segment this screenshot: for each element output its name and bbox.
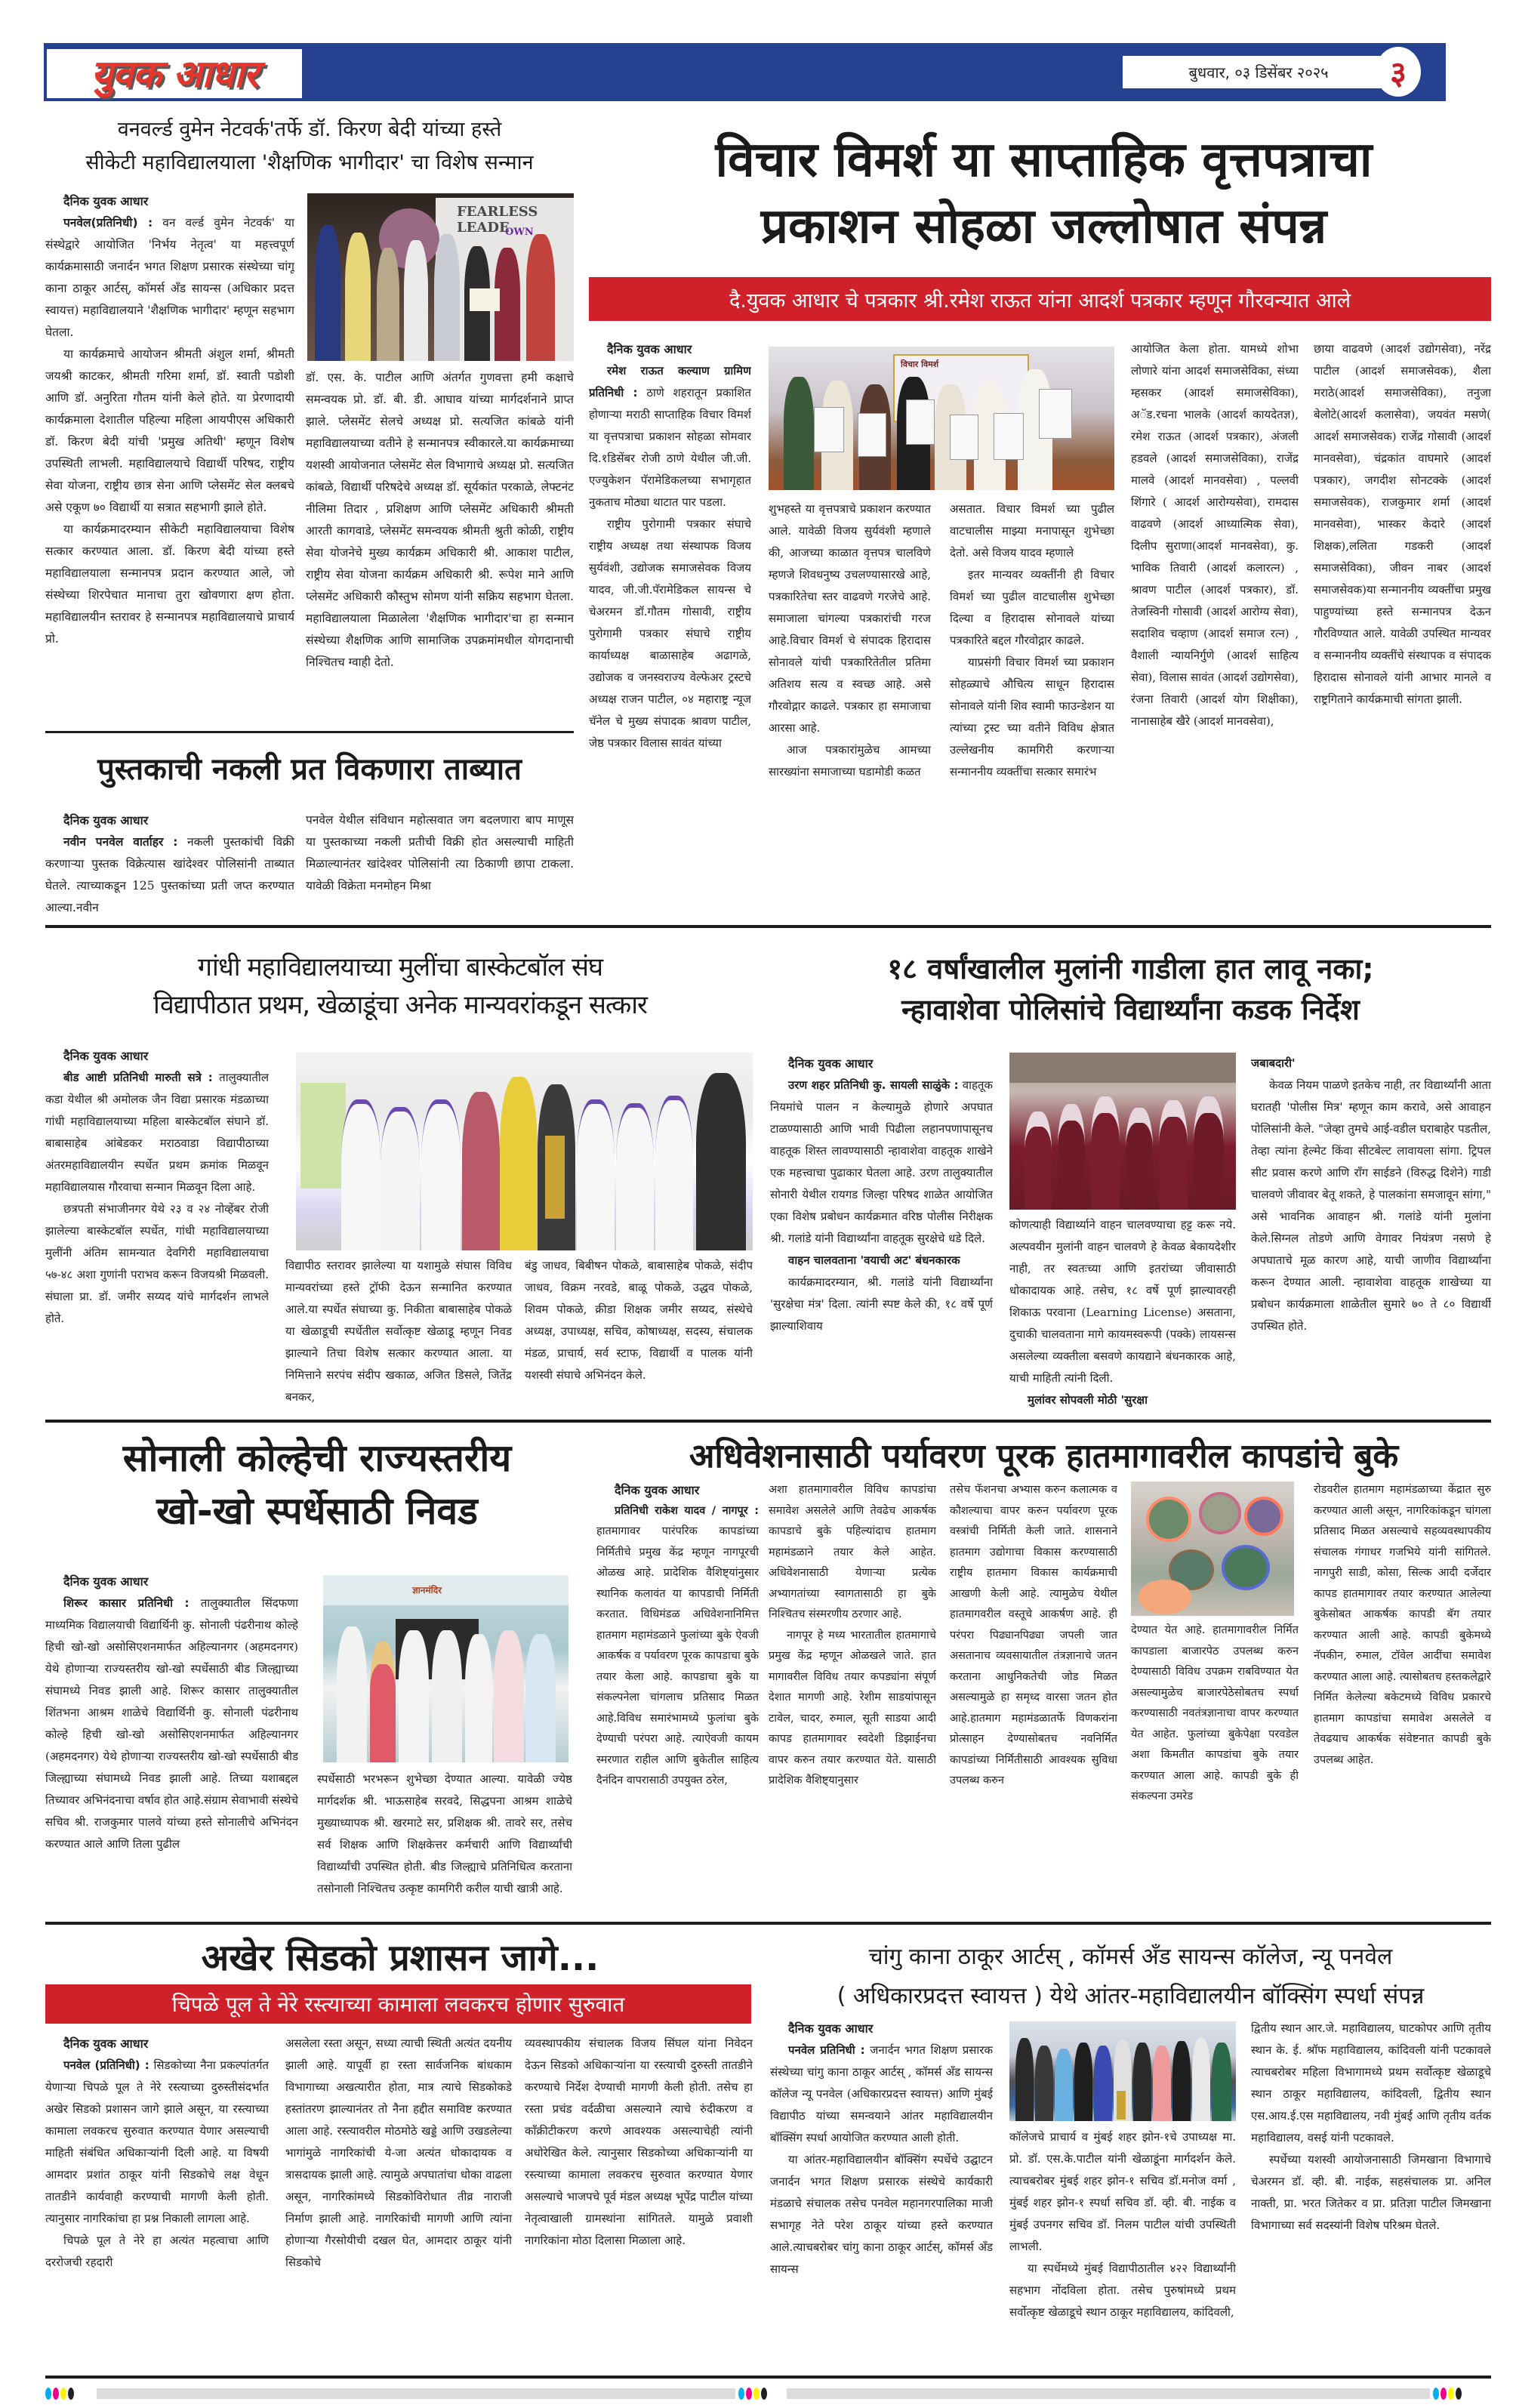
kiran-bedi-headline [45,113,574,180]
magenta-mark [1441,2388,1447,2400]
black-mark [1456,2388,1462,2400]
body-text: कार्यक्रमादरम्यान, श्री. गलांडे यांनी विद्यार्थ्यांना 'सुरक्षेचा मंत्र' दिला. त्यांनी स्पष्ट केले की, १८ वर्षे पूर्ण झाल्याशिवाय [770,1275,993,1333]
subheading: जबाबदारी' [1251,1056,1296,1070]
body-text: या कार्यक्रमादरम्यान सीकेटी महाविद्यालयाचा विशेष सत्कार करण्यात आला. डॉ. किरण बेदी यांच्या हस्ते महाविद्यालयाला सन्मानपत्र प्रदान करण्यात आले, जो संस्थेच्या शिरपेचात मानाचा तुरा खोवणारा क्षण होता. महाविद्यालयीन स्तरावर हे सन्मानपत्र महाविद्यालयाचे प्राचार्य प्रो. [45,523,294,646]
basketball-col2 [285,1255,512,1411]
byline: नवीन पनवेल वार्ताहर : [63,835,178,849]
vichar-vimarsh-launch-photo [769,347,1114,490]
boxing-headline-line1: चांगु काना ठाकूर आर्टस् , कॉमर्स अँड सायन्स कॉलेज, न्यू पनवेल [868,1944,1393,1970]
body-text: सिडकोच्या नैना प्रकल्पांतर्गत येणाऱ्या चिपळे पूल ते नेरे रस्त्याच्या दुरुस्तीसंदर्भात अखेर सिडको प्रशासन जागे झाले असून, या रस्त्याच्या कामाला लवकरच सुरुवात करण्यात येणार असल्याची माहिती संबंधित अधिकाऱ्यांनी दिली आहे. या विषयी आमदार प्रशांत ठाकूर यांनी सिडकोचे लक्ष वेधून तातडीने कार्यवाही करण्याची मागणी केली होती. त्यानुसार नागरिकांचा हा प्रश्न निकाली लागला आहे. [45,2058,269,2225]
newspaper-logo [47,49,302,98]
basketball-team-photo [296,1053,753,1250]
byline: बीड आष्टी प्रतिनिधी मारुती सत्रे : [63,1071,213,1084]
body-text: आज पत्रकारांमुळेच आमच्या सारख्यांना समाजाच्या घडामोडी कळत [769,743,931,779]
body-text: या आंतर-महाविद्यालयीन बॉक्सिंग स्पर्धेचे उद्घाटन जनार्दन भगत शिक्षण प्रसारक संस्थेचे कार्यकारी मंडळाचे संचालक तसेच पनवेल महानगरपालिका माजी सभागृह नेते परेश ठाकूर यांच्या हस्ते करण्यात आले.त्याचबरोबर चांगु काना ठाकूर आर्टस्, कॉमर्स अँड सायन्स [770,2153,993,2276]
basketball-headline [45,948,755,1024]
kho-kho-col2 [317,1768,572,1912]
byline: पनवेल(प्रतिनिधी) : [63,216,153,230]
byline: पनवेल (प्रतिनिधी) : [63,2058,149,2072]
body-text: तालुक्यातील कडा येथील श्री अमोलक जैन विद्या प्रसारक मंडळाच्या गांधी महाविद्यालयाच्या महिला बास्केटबॉल संघाने डॉ. बाबासाहेब आंबेडकर मराठवाडा विद्यापीठाच्या अंतरमहाविद्यालयीन स्पर्धेत प्रथम क्रमांक मिळवून महाविद्यालयास गौरवाचा सन्मान मिळवून दिला आहे. [45,1071,269,1194]
kho-kho-headline [45,1432,589,1537]
body-text: अशा हातमागावरील विविध कापडांचा समावेश असलेले आणि तेवढेच आकर्षक कापडाचे बुके पहिल्यांदाच हातमाग महामंडळाने तयार केले आहेत. अधिवेशनासाठी येणाऱ्या प्रत्येक अभ्यागतांच्या स्वागतासाठी हा बुके निश्चितच संस्मरणीय ठरणार आहे. [769,1484,936,1620]
body-text: कॉलेजचे प्राचार्य व मुंबई शहर झोन-१चे उपाध्यक्ष मा. प्रो. डॉ. एस.के.पाटील यांनी खेळाडूंना मार्गदर्शन केले. त्याचबरोबर मुंबई शहर झोन-१ सचिव डॉ.मनोज वर्मा , मुंबई शहर झोन-१ स्पर्धा सचिव डॉ. व्ही. बी. नाईक व मुंबई उपनगर सचिव डॉ. निलम पाटील यांची उपस्थिती लाभली. [1009,2130,1236,2253]
handloom-col3 [950,1480,1117,1912]
kiran-bedi-award-photo [307,193,574,361]
body-text: जनार्दन भगत शिक्षण प्रसारक संस्थेच्या चांगु काना ठाकूर आर्टस् , कॉमर्स अँड सायन्स कॉलेज न्यू पनवेल (अधिकारप्रदत्त स्वायत्त) आणि मुंबई विद्यापीठ यांच्या समन्वयाने आंतर महाविद्यालयीन बॉक्सिंग स्पर्धा आयोजित करण्यात आली होती. [770,2043,993,2144]
cidco-col2 [285,2033,512,2371]
kho-kho-col1 [45,1571,298,1912]
subheading: वाहन चालवताना 'वयाची अट' बंधनकारक [788,1253,960,1267]
handloom-bouquet-photo [1131,1481,1294,1616]
boxing-headline [770,1938,1491,2016]
body-text: ठाणे शहरातून प्रकाशित होणाऱ्या मराठी साप्ताहिक विचार विमर्श या वृत्तपत्राचा प्रकाशन सोहळा सोमवार दि.१डिसेंबर रोजी ठाणे येथील जी.जी. एज्युकेशन पॅरामेडिकलच्या सभागृहात नुकताच मोठ्या थाटात पार पडला. [589,386,751,509]
footer-bar-right [787,2388,1430,2399]
vichar-vimarsh-subheadline [589,277,1491,321]
body-text: रोडवरील हातमाग महामंडळाच्या केंद्रात सुरु करण्यात आली असून, नागरिकांकडून चांगला प्रतिसाद मिळत असल्याचे सहव्यवस्थापकीय संचालक गंगाधर गजभिये यांनी सांगितले. नागपुरी साडी, कोसा, सिल्क आदी दर्जेदार कापड हातमागावर तयार करण्यात आलेल्या बुकेसोबत आकर्षक कापडी बॅग तयार करण्यात आली आहे. कापडी बुकेमध्ये नॅपकीन, रुमाल, टॉवेल आदींचा समावेश करण्यात आला आहे. त्यासोबतच हस्तकलेद्वारे निर्मित केलेल्या बकेटमध्ये विविध प्रकारचे हातमाग कापडांचा समावेश असलेले व तेवढयाच आकर्षक संवेष्टनात कापडी बुके उपलब्ध आहेत. [1314,1484,1491,1766]
body-text: आयोजित केला होता. यामध्ये शोभा लोणारे यांना आदर्श समाजसेविका, संध्या म्हसकर (आदर्श समाजसेविका), अॅड.रचना भालके (आदर्श कायदेतज्ञ), रमेश राऊत (आदर्श पत्रकार), अंजली हडवले (आदर्श समाजसेविका), राजेंद्र मालवे (आदर्श मानवसेवा) , पल्लवी शिंगारे ( आदर्श आरोग्यसेवा), रामदास वाढवणे (आदर्श आध्यात्मिक सेवा), दिलीप सुराणा(आदर्श मानवसेवा), कु. भाविक तिवारी (आदर्श कलारत्न) , श्रावण पाटील (आदर्श पत्रकार), डॉ. तेजस्विनी गोसावी (आदर्श आरोग्य सेवा), सदाशिव चव्हाण (आदर्श समाज रत्न) , वैशाली न्यायनिर्गुणे (आदर्श साहित्य सेवा), विलास सावंत (आदर्श उद्योगसेवा), रंजना तिवारी (आदर्श योग शिक्षीका), नानासाहेब खैरे (आदर्श मानवसेवा), [1131,342,1299,728]
handloom-col4 [1131,1620,1299,1912]
source-label: दैनिक युवक आधार [63,1049,149,1063]
photo-paper-title: विचार विमर्श [901,359,939,369]
traffic-col3 [1251,1053,1491,1411]
kiran-bedi-col2 [306,367,574,728]
body-text: असतात. विचार विमर्श च्या पुढील वाटचालीस माझ्या मनापासून शुभेच्छा देतो. असे विजय यादव म्हणाले [950,502,1114,560]
body-text: राष्ट्रीय पुरोगामी पत्रकार संघाचे राष्ट्रीय अध्यक्ष तथा संस्थापक विजय सुर्यवंशी, उद्योजक समाजसेवक विजय यादव, जी.जी.पॅरामेडिकल सायन्स चे चेअरमन डॉ.गौतम गोसावी, राष्ट्रीय पुरोगामी पत्रकार संघाचे राष्ट्रीय कार्याध्यक्ष बाळासाहेब अढागळे, उद्योजक व जनस्वराज्य वेल्फेअर ट्रस्टचे अध्यक्ष राजन पाटील, ०४ महाराष्ट्र न्यूज चॅनेल चे मुख्य संपादक श्रावण पाटील, जेष्ठ पत्रकार विलास सावंत यांच्या [589,517,751,750]
subheadline-text: दै.युवक आधार चे पत्रकार श्री.रमेश राऊत यांना आदर्श पत्रकार म्हणून गौरवन्यात आले [729,288,1351,313]
footer-bar-left [97,2388,735,2399]
date-text: बुधवार, ०३ डिसेंबर २०२५ [1188,63,1329,82]
cidco-col3 [525,2033,753,2371]
handloom-col1 [596,1480,759,1912]
body-text: शुभहस्ते या वृत्तपत्राचे प्रकाशन करण्यात आले. यावेळी विजय सुर्यवंशी म्हणाले की, आजच्या काळात वृत्तपत्र चालविणे म्हणजे शिवधनुष्य उचलण्यासारखे आहे, पत्रकारितेचा स्तर वाढवणे गरजेचे आहे. समाजाला चांगल्या पत्रकारांची गरज आहे.विचार विमर्श चे संपादक हिरादास सोनावले यांची पत्रकारितेतील प्रतिमा अतिशय सत्य व स्वच्छ आहे. असे गौरवोद्गार काढले. पत्रकार हा समाजाचा आरसा आहे. [769,502,931,735]
section-divider [45,925,1491,928]
boxing-participants-photo [1009,2021,1236,2121]
registration-marks-right [1433,2388,1462,2400]
basketball-headline-line1: गांधी महाविद्यालयाच्या मुलींचा बास्केटबॉल संघ [197,952,603,982]
byline: प्रतिनिधी राकेश यादव / नागपूर : [615,1504,759,1517]
body-text: छत्रपती संभाजीनगर येथे २३ व २४ नोव्हेंबर रोजी झालेल्या बास्केटबॉल स्पर्धेत, गांधी महाविद्यालयाच्या मुलींनी अंतिम सामन्यात देवगिरी महाविद्यालयाचा ५७-४८ अशा गुणांनी पराभव करून विजयश्री मिळवली. संघाला प्रा. डॉ. जमीर सय्यद यांचे मार्गदर्शन लाभले होते. [45,1202,269,1325]
vichar-vimarsh-col5 [1314,338,1491,838]
handloom-col2 [769,1480,936,1912]
vichar-vimarsh-col1 [589,338,751,837]
registration-marks-left [45,2388,74,2400]
fake-book-headline: पुस्तकाची नकली प्रत विकणारा ताब्यात [97,752,522,787]
body-text: विद्यापीठ स्तरावर झालेल्या या यशामुळे संघास विविध मान्यवरांच्या हस्ते ट्रॉफी देऊन सन्मानित करण्यात आले.या स्पर्धेत संघाच्या कु. निकीता बाबासाहेब पोकळे या खेळाडूची स्पर्धेतील सर्वोत्कृष्ट खेळाडू म्हणून निवड झाल्याने तिचा विशेष सत्कार करण्यात आला. या निमित्ताने सरपंच संदीप खकाळ, अजित डिसले, जितेंद्र बनकर, [285,1259,512,1404]
page-number [1376,47,1421,97]
boxing-col3 [1251,2018,1491,2371]
boxing-col2 [1009,2126,1236,2371]
vichar-vimarsh-headline-line1: विचार विमर्श या साप्ताहिक वृत्तपत्राचा [715,132,1373,188]
vichar-vimarsh-col4 [1131,338,1299,838]
body-text: स्पर्धेच्या यशस्वी आयोजनासाठी जिमखाना विभागाचे चेअरमन डॉ. व्ही. बी. नाईक, सहसंचालक प्रा. अनिल नाक्ती, प्रा. भरत जितेकर व प्रा. प्रतिज्ञा पाटील जिमखाना विभागाच्या सर्व सदस्यांनी विशेष परिश्रम घेतले. [1251,2153,1491,2232]
yellow-mark [1448,2388,1454,2400]
cidco-col1 [45,2033,269,2371]
subheading: मुलांवर सोपवली मोठी 'सुरक्षा [1028,1393,1148,1407]
body-text: याप्रसंगी विचार विमर्श च्या प्रकाशन सोहळ्याचे औचित्य साधून हिरादास सोनावले यांनी शिव स्वामी फाउन्डेशन या त्यांच्या ट्रस्ट च्या वतीने विविध क्षेत्रात उल्लेखनीय कामगिरी करणाऱ्या सन्माननीय व्यक्तींचा सत्कार समारंभ [950,655,1114,779]
byline: रमेश राऊत कल्याण ग्रामिण प्रतिनिधी : [589,364,751,399]
body-text: या स्पर्धेमध्ये मुंबई विद्यापीठातील ४२२ विद्यार्थ्यांनी सहभाग नोंदविला होता. तसेच पुरुषांमध्ये प्रथम सर्वोत्कृष्ट खेळाडूचे स्थान ठाकूर महाविद्यालय, कांदिवली, [1009,2262,1236,2319]
byline: शिरूर कासार प्रतिनिधी : [63,1596,190,1610]
cidco-headline: अखेर सिडको प्रशासन जागे... [201,1937,599,1979]
body-text: कोणत्याही विद्यार्थ्याने वाहन चालवण्याचा हट्ट करू नये. अल्पवयीन मुलांनी वाहन चालवणे हे केवळ बेकायदेशीर नाही, तर स्वतःच्या आणि इतरांच्या जीवासाठी धोकादायक आहे. तसेच, १८ वर्षे पूर्ण झाल्यावरही शिकाऊ परवाना (Learning License) असताना, दुचाकी चालवताना मागे कायमस्वरूपी (पक्के) लायसन्स असलेल्या व्यक्तीला बसवणे कायद्याने बंधनकारक आहे, याची माहिती त्यांनी दिली. [1009,1218,1236,1385]
page-number-text: ३ [1390,54,1407,91]
body-text: देण्यात येत आहे. हातमागावरील निर्मित कापडाला बाजारपेठ उपलब्ध करुन देण्यासाठी विविध उपक्रम राबविण्यात येत असल्यामुळेच बाजारपेठेसोबतच स्पर्धा करण्यासाठी नवतंत्रज्ञानाचा वापर करण्यात येत आहेत. फुलांच्या बुकेपेक्षा परवडेल अशा किमतीत कापडांचा बुके तयार करण्यात आला आहे. कापडी बुके ही संकल्पना उमरेड [1131,1624,1299,1802]
magenta-mark [53,2388,59,2400]
source-label: दैनिक युवक आधार [63,2036,149,2051]
cyan-mark [45,2388,51,2400]
kiran-bedi-headline-line1: वनवर्ल्ड वुमेन नेटवर्क'तर्फे डॉ. किरण बेदी यांच्या हस्ते [117,118,502,141]
source-label: दैनिक युवक आधार [63,194,149,208]
section-divider [45,1922,1491,1925]
kiran-bedi-headline-line2: सीकेटी महाविद्यालयाला 'शैक्षणिक भागीदार' चा विशेष सन्मान [85,151,534,174]
body-text: या कार्यक्रमाचे आयोजन श्रीमती अंशुल शर्मा, श्रीमती जयश्री काटकर, श्रीमती गरिमा शर्मा, डॉ. स्वाती पडोशी आणि डॉ. अनुरिता गौतम यांनी केले होते. या प्रेरणादायी कार्यक्रमाला देशातील पहिल्या महिला आयपीएस अधिकारी डॉ. किरण बेदी यांची 'प्रमुख अतिथी' म्हणून विशेष उपस्थिती लाभली. महाविद्यालयाचे विद्यार्थी परिषद, राष्ट्रीय सेवा योजना, राष्ट्रीय छात्र सेना आणि प्लेसमेंट सेल क्लबचे असे एकूण ७० विद्यार्थी या सत्रात सहभागी झाले होते. [45,347,294,514]
body-text: तसेच फॅशनचा अभ्यास करुन कलात्मक व कौशल्याचा वापर करुन पर्यावरण पूरक वस्त्रांची निर्मिती केली जाते. शासनाने हातमाग उद्योगाचा विकास करण्यासाठी राष्ट्रीय हातमाग विकास कार्यक्रमाची आखणी केली आहे. त्यामुळेच येथील हातमागवरील वस्तूचे आकर्षण आहे. ही परंपरा पिढ्यानपिढ्या जपली जात असतानाच व्यवसायातील तंत्रज्ञानाचे जतन करताना आधुनिकतेची जोड मिळत असल्यामुळे हा समृध्द वारसा जतन होत आहे.हातमाग महामंडळातर्फे विणकरांना प्रोत्साहन देण्यासोबतच नवनिर्मित कापडांच्या निर्मितीसाठी आवश्यक सुविधा उपलब्ध करुन [950,1484,1117,1787]
subheadline-text: चिपळे पूल ते नेरे रस्त्याच्या कामाला लवकरच होणार सुरुवात [171,1992,625,2017]
body-text: असलेला रस्ता असून, सध्या त्याची स्थिती अत्यंत दयनीय झाली आहे. यापूर्वी हा रस्ता सार्वजनिक बांधकाम विभागाच्या अखत्यारीत होता, मात्र त्याचे सिडकोकडे हस्तांतरण झाल्यानंतर तो नैना हद्दीत समाविष्ट करण्यात आला आहे. रस्त्यावरील मोठमोठे खड्डे आणि उखडलेल्या भागांमुळे नागरिकांची ये-जा अत्यंत धोकादायक व त्रासदायक झाली आहे. त्यामुळे अपघातांचा धोका वाढला असून, नागरिकांमध्ये सिडकोविरोधात तीव्र नाराजी निर्माण झाली आहे. नागरिकांची मागणी आणि त्यांना होणाऱ्या गैरसोयीची दखल घेत, आमदार ठाकूर यांनी सिडकोचे [285,2036,512,2269]
traffic-headline-line2: न्हावाशेवा पोलिसांचे विद्यार्थ्यांना कडक निर्देश [901,993,1360,1026]
byline: उरण शहर प्रतिनिधी कु. सायली साळुंके : [788,1078,959,1092]
source-label: दैनिक युवक आधार [607,342,692,356]
body-text: नागपूर हे मध्य भारतातील हातमागाचे प्रमुख केंद्र म्हणून ओळखले जाते. हात मागावरील विविध तयार कपड्यांना संपूर्ण देशात मागणी आहे. रेशीम साडयांपासून टावेल, चादर, रुमाल, सूती साडया आदी कापड हातमागावर स्वदेशी डिझाईनचा वापर करुन तयार करण्यात येते. यासाठी प्रादेशिक वैशिष्ट्यानुसार [769,1629,936,1787]
traffic-headline [770,948,1491,1030]
kiran-bedi-col1 [45,190,294,728]
vichar-vimarsh-headline-line2: प्रकाशन सोहळा जल्लोषात संपन्न [760,199,1327,254]
body-text: नकली पुस्तकांची विक्री करणाऱ्या पुस्तक विक्रेत्यास खांदेश्वर पोलिसांनी ताब्यात घेतले. त्याच्याकडून 125 पुस्तकांच्या प्रती जप्त करण्यात आल्या.नवीन [45,835,294,914]
basketball-col3 [525,1255,753,1411]
source-label: दैनिक युवक आधार [788,2021,874,2036]
kho-kho-headline-line2: खो-खो स्पर्धेसाठी निवड [156,1489,478,1533]
source-label: दैनिक युवक आधार [63,1574,149,1589]
body-text: छाया वाढवणे (आदर्श उद्योगसेवा), नरेंद्र पाटील (आदर्श समाजसेवक), शैला मराठे(आदर्श समाजसेविका), तनुजा बेलोटे(आदर्श कलासेवा), जयवंत मसणे( आदर्श समाजसेवक) राजेंद्र गोसावी (आदर्श मानवसेवा), चंद्रकांत वाघमारे (आदर्श पत्रकार), जगदीश सोनटक्के (आदर्श समाजसेवक), राजकुमार शर्मा (आदर्श मानवसेवा), भास्कर केदारे (आदर्श शिक्षक),ललिता गडकरी (आदर्श समाजसेविका), जीवन नाबर (आदर्श समाजसेवक)या सन्माननीय व्यक्तींचा प्रमुख पाहुण्यांच्या हस्ते सन्मानपत्र देऊन गौरविण्यात आले. यावेळी उपस्थित मान्यवर व सन्माननीय व्यक्तींचे संस्थापक व संपादक हिरादास सोनावले यांनी आभार मानले व राष्ट्रगिताने कार्यक्रमाची सांगता झाली. [1314,342,1491,706]
vichar-vimarsh-headline [596,127,1491,260]
registration-marks-center [738,2388,767,2400]
source-label: दैनिक युवक आधार [788,1056,874,1071]
boxing-col1 [770,2018,993,2371]
photo-sign-text: ज्ञानमंदिर [412,1585,442,1596]
section-divider [45,2376,1491,2379]
body-text: पनवेल येथील संविधान महोत्सवात जग बदलणारा बाप माणूस या पुस्तकाच्या नकली प्रतीची विक्री होत असल्याची माहिती मिळाल्यानंतर खांदेश्वर पोलिसांनी त्या ठिकाणी छापा टाकला. यावेळी विक्रेता मनमोहन मिश्रा [306,813,574,893]
body-text: व्यवस्थापकीय संचालक विजय सिंघल यांना निवेदन देऊन सिडको अधिकाऱ्यांना या रस्त्याची दुरुस्ती तातडीने करण्याचे निर्देश देण्याची मागणी केली होती. तसेच हा रस्ता प्रचंड वर्दळीचा असल्याने त्याचे रुंदीकरण व कॉंक्रीटीकरण करणे आवश्यक असल्याचेही त्यांनी अधोरेखित केले. त्यानुसार सिडकोच्या अधिकाऱ्यांनी या रस्त्याच्या कामाला लवकरच सुरुवात करण्यात येणार असल्याचे भाजपचे पूर्व मंडल अध्यक्ष भूपेंद्र पाटील यांच्या नेतृत्वाखाली ग्रामस्थांना सांगितले. यामुळे प्रवाशी नागरिकांना मोठा दिलासा मिळाला आहे. [525,2036,753,2247]
handloom-headline: अधिवेशनासाठी पर्यावरण पूरक हातमागावरील कापडांचे बुके [689,1437,1399,1475]
body-text: तालुक्यातील सिंदफणा माध्यमिक विद्यालयाची विद्यार्थिनी कु. सोनाली पंढरीनाथ कोल्हे हिची खो-खो असोसिएशनमार्फत अहिल्यानगर (अहमदनगर) येथे होणाऱ्या राज्यस्तरीय खो-खो स्पर्धेसाठी बीड जिल्ह्याच्या संघामध्ये निवड झाली आहे. शिरूर कासार तालुक्यातील शिंतभना आश्रम शाळेचे विद्यार्थिनी कु. सोनाली पंढरीनाथ कोल्हे हिची खो-खो असोसिएशनमार्फत अहिल्यानगर (अहमदनगर) येथे होणाऱ्या राज्यस्तरीय खो-खो स्पर्धेसाठी बीड जिल्ह्याच्या संघामध्ये निवड झाली आहे. तिच्या यशाबद्दल तिच्यावर अभिनंदनाचा वर्षाव होत आहे.संग्राम सेवाभावी संस्थेचे सचिव श्री. राजकुमार पालवे यांच्या हस्ते सोनालीचे अभिनंदन करण्यात आले आणि तिला पुढील [45,1596,298,1851]
body-text: स्पर्धेसाठी भरभरून शुभेच्छा देण्यात आल्या. यावेळी ज्येष्ठ मार्गदर्शक श्री. भाऊसाहेब सरवदे, सिद्धपना आश्रम शाळेचे मुख्याध्यापक श्री. खरमाटे सर, प्रशिक्षक श्री. तावरे सर, तसेच सर्व शिक्षक आणि शिक्षकेत्तर कर्मचारी आणि विद्यार्थ्यांची विद्यार्थ्यांची उपस्थित होती. बीड जिल्ह्याचे प्रतिनिधित्व करताना तसोनाली निश्चितच उत्कृष्ट कामगिरी करील याची खात्री आहे. [317,1772,572,1895]
body-text: वाहतूक नियमांचे पालन न केल्यामुळे होणारे अपघात टाळण्यासाठी आणि भावी पिढीला लहानपणापासूनच वाहतूक शिस्त लावण्यासाठी न्हावाशेवा वाहतूक शाखेने एक महत्त्वाचा पुढाकार घेतला आहे. उरण तालुक्यातील सोनारी येथील रायगड जिल्हा परिषद शाळेत आयोजित एका विशेष प्रबोधन कार्यक्रमात वरिष्ठ पोलीस निरीक्षक श्री. गलांडे यांनी विद्यार्थ्यांना वाहतूक सुरक्षेचे धडे दिले. [770,1078,993,1245]
fake-book-col2 [306,809,574,920]
basketball-headline-line2: विद्यापीठात प्रथम, खेळाडूंचा अनेक मान्यवरांकडून सत्कार [153,990,647,1020]
traffic-school-students-photo [1009,1053,1236,1210]
section-divider [45,1420,1491,1423]
traffic-headline-line1: १८ वर्षांखालील मुलांनी गाडीला हात लावू नका; [887,952,1374,985]
source-label: दैनिक युवक आधार [63,813,149,828]
basketball-col1 [45,1045,269,1411]
cyan-mark [1433,2388,1439,2400]
logo-text: युवक आधार [91,51,258,96]
body-text: वन वर्ल्ड वुमेन नेटवर्क' या संस्थेद्वारे आयोजित 'निर्भय नेतृत्व' या महत्त्वपूर्ण कार्यक्रमासाठी जनार्दन भगत शिक्षण प्रसारक संस्थेच्या चांगू काना ठाकूर आर्टस्, कॉमर्स अँड सायन्स (अधिकार प्रदत्त स्वायत्त) महाविद्यालयाने 'शैक्षणिक भागीदार' म्हणून सहभाग घेतला. [45,216,294,339]
body-text: बंडु जाधव, बिबीषन पोकळे, बाबासाहेब पोकळे, संदीप जाधव, विक्रम नरवडे, बाळू पोकळे, उद्धव पोकळे, शिवम पोकळे, क्रीडा शिक्षक जमीर सय्यद, संस्थेचे अध्यक्ष, उपाध्यक्ष, सचिव, कोषाध्यक्ष, सदस्य, संचालक मंडळ, प्राचार्य, सर्व स्टाफ, विद्यार्थी व पालक यांनी यशस्वी संघाचे अभिनंदन केले. [525,1259,753,1382]
photo-banner-sub: OWN [505,227,534,238]
kho-kho-headline-line1: सोनाली कोल्हेची राज्यस्तरीय [122,1436,512,1480]
byline: पनवेल प्रतिनिधी : [788,2043,865,2057]
boxing-headline-line2: ( अधिकारप्रदत्त स्वायत्त ) येथे आंतर-महाविद्यालयीन बॉक्सिंग स्पर्धा संपन्न [837,1983,1425,2009]
body-text: केवळ नियम पाळणे इतकेच नाही, तर विद्यार्थ्यांनी आता घरातही 'पोलीस मित्र' म्हणून काम करावे, असे आवाहन पोलिसांनी केले. "जेव्हा तुमचे आई-वडील घराबाहेर पडतील, तेव्हा त्यांना हेल्मेट किंवा सीटबेल्ट लावायला सांगा. ट्रिपल सीट प्रवास करणे आणि रॉंग साईडने (विरुद्ध दिशेने) गाडी चालवणे जीवावर बेतू शकते, हे पालकांना समजावून सांगा," असे भावनिक आवाहन श्री. गलांडे यांनी मुलांना केले.सिग्नल तोडणे आणि वेगावर नियंत्रण नसणे हे अपघाताचे मूळ कारण आहे, याची जाणीव विद्यार्थ्यांना करून देण्यात आली. न्हावाशेवा वाहतूक शाखेच्या या प्रबोधन कार्यक्रमाला शाळेतील सुमारे ७० ते ८० विद्यार्थी उपस्थित होते. [1251,1078,1491,1333]
body-text: इतर मान्यवर व्यक्तींनी ही विचार विमर्श च्या पुढील वाटचालीस शुभेच्छा दिल्या व हिरादास सोनावले यांच्या पत्रकारिते बद्दल गौरवोद्गार काढले. [950,568,1114,647]
black-mark [761,2388,767,2400]
cidco-subheadline [45,1984,751,2024]
body-text: डॉ. एस. के. पाटील आणि अंतर्गत गुणवत्ता हमी कक्षाचे समन्वयक प्रो. डॉ. बी. डी. आघाव यांच्या मार्गदर्शनाने प्राप्त झाले. प्लेसमेंट सेलचे अध्यक्ष प्रो. सत्यजित कांबळे यांनी महाविद्यालयाच्या वतीने हे सन्मानपत्र स्वीकारले.या कार्यक्रमाच्या यशस्वी आयोजनात प्लेसमेंट सेल विभागाचे अध्यक्ष प्रो. सत्यजित कांबळे, विद्यार्थी परिषदेचे अध्यक्ष डॉ. सूर्यकांत परकाळे, लेफ्टनंट नीलिमा तिदार , प्रशिक्षण आणि प्लेसमेंट अधिकारी श्रीमती आरती कागवाडे, प्लेसमेंट समन्वयक श्रीमती श्रुती कोळी, राष्ट्रीय सेवा योजनेचे मुख्य कार्यक्रम अधिकारी श्री. आकाश पाटील, राष्ट्रीय सेवा योजना कार्यक्रम अधिकारी श्री. रूपेश माने आणि प्लेसमेंट अधिकारी कौस्तुभ सोमण यांनी सक्रिय सहभाग घेतला. महाविद्यालयाला मिळालेला 'शैक्षणिक भागीदार'चा हा सन्मान संस्थेच्या शैक्षणिक आणि सामाजिक उपक्रमांमधील योगदानाची निश्चितच ग्वाही देतो. [306,371,574,669]
cyan-mark [738,2388,744,2400]
handloom-col5 [1314,1480,1491,1912]
fake-book-col1 [45,809,294,920]
black-mark [68,2388,74,2400]
issue-date [1123,56,1394,88]
section-divider [45,731,574,733]
magenta-mark [746,2388,752,2400]
kho-kho-felicitation-photo [323,1575,568,1762]
vichar-vimarsh-col3 [950,498,1114,838]
body-text: द्वितीय स्थान आर.जे. महाविद्यालय, घाटकोपर आणि तृतीय स्थान के. ई. श्रॉफ महाविद्यालय, कांदिवली यांनी पटकावले त्याचबरोबर महिला विभागामध्ये प्रथम सर्वोत्कृष्ट खेळाडूचे स्थान ठाकूर महाविद्यालय, कांदिवली, द्वितीय स्थान एस.आय.ई.एस महाविद्यालय, नवी मुंबई आणि तृतीय वर्तक महाविद्यालय, वसई यांनी पटकावले. [1251,2021,1491,2144]
yellow-mark [753,2388,760,2400]
body-text: चिपळे पूल ते नेरे हा अत्यंत महत्वाचा आणि दररोजची रहदारी [45,2234,269,2269]
vichar-vimarsh-col2 [769,498,931,838]
traffic-col2 [1009,1214,1236,1411]
yellow-mark [60,2388,66,2400]
source-label: दैनिक युवक आधार [615,1483,700,1497]
body-text: हातमागावर पारंपरिक कापडांच्या निर्मितीचे प्रमुख केंद्र म्हणून नागपूरची ओळख आहे. प्रादेशिक वैशिष्ट्यांनुसार स्थानिक कलावंत या कापडाची निर्मिती करतात. विधिमंडळ अधिवेशनानिमित्त हातमाग महामंडळाने फुलांच्या बुके ऐवजी आकर्षक व पर्यावरण पूरक कापडाचा बुके तयार केला आहे. कापडाचा बुके या संकल्पनेला चांगलाच प्रतिसाद मिळत आहे.विविध समारंभामध्ये फुलांचा बुके देण्याची परंपरा आहे. त्याऐवजी कायम स्मरणात राहील आणि बुकेतील साहित्य दैनंदिन वापरासाठी उपयुक्त ठरेल, [596,1525,759,1787]
traffic-col1 [770,1053,993,1411]
photo-banner-text: FEARLESS LEADE [457,204,538,236]
